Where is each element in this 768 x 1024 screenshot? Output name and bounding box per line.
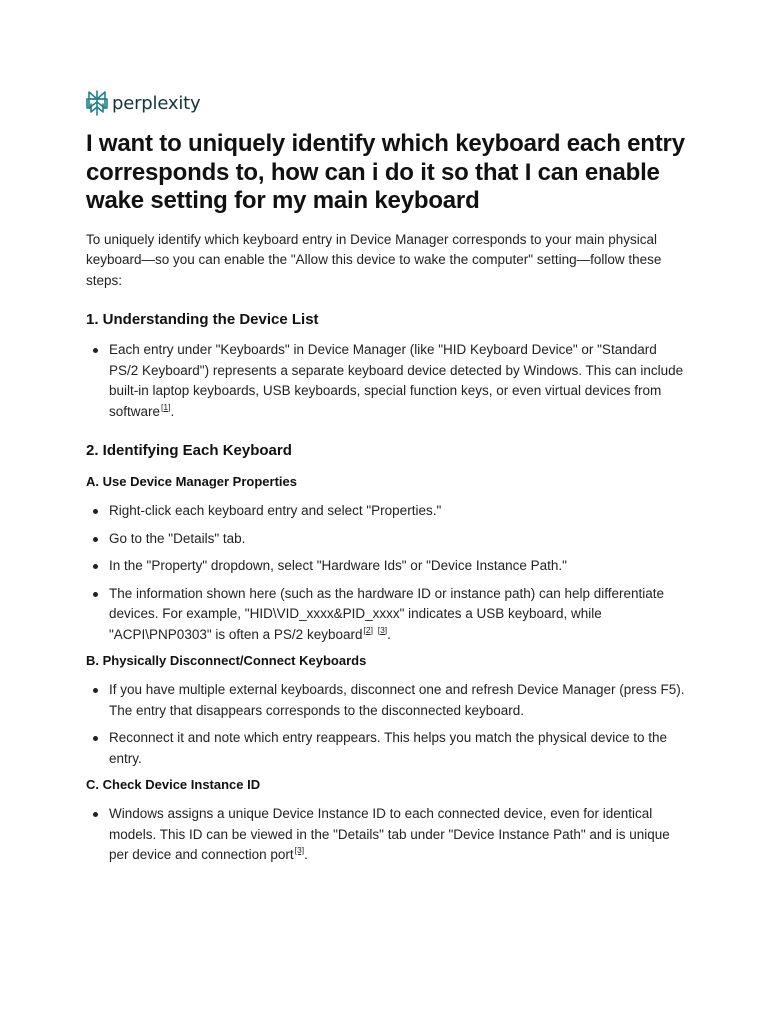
section1-list: [86, 340, 686, 422]
bullet-icon: [93, 688, 98, 693]
bullet-icon: [93, 812, 98, 817]
perplexity-logo-icon: [86, 90, 108, 116]
subsection-c-list: [86, 804, 686, 866]
list-item-end: .: [170, 403, 175, 419]
list-item-text: If you have multiple external keyboards, disconnect one and refresh Device Manager (press F5). The entry that disappears corresponds to the disconnected keyboard.: [109, 682, 685, 718]
list-item-text: Go to the "Details" tab.: [109, 530, 246, 546]
list-item-text: Reconnect it and note which entry reappears. This helps you match the physical device to the entry.: [109, 730, 668, 766]
page-title: I want to uniquely identify which keyboard each entry corresponds to, how can i do it so that I can enable wake setting for my main keyboard: [86, 130, 685, 214]
list-item-end: .: [304, 847, 308, 862]
citation-link[interactable]: [1]: [161, 401, 171, 412]
bullet-icon: [93, 537, 98, 542]
list-item: [86, 501, 686, 522]
list-item: [86, 556, 686, 577]
list-item-end: .: [387, 626, 391, 642]
section-heading-identifying: 2. Identifying Each Keyboard: [86, 442, 292, 459]
list-item-text: The information shown here (such as the hardware ID or instance path) can help differentiate devices. For example, "HID\VID_xxxx&PID_xxxx" indicates a USB keyboard, while "ACPI\PNP0303" is often a PS/2 keyboard: [109, 585, 665, 642]
list-item: [86, 529, 686, 550]
list-item-text: Windows assigns a unique Device Instance ID to each connected device, even for identical models. This ID can be viewed in the "Details" tab under "Device Instance Path" and is unique per device and connection port: [109, 806, 670, 862]
bullet-icon: [93, 592, 98, 597]
list-item: [86, 680, 686, 721]
list-item: [86, 584, 686, 646]
subsection-a-list: [86, 501, 686, 645]
citation-link[interactable]: [2]: [363, 624, 373, 635]
list-item: [86, 804, 686, 866]
citation-link[interactable]: [3]: [294, 845, 305, 855]
bullet-icon: [93, 348, 98, 353]
section-heading-understanding: 1. Understanding the Device List: [86, 311, 319, 328]
intro-paragraph: To uniquely identify which keyboard entry in Device Manager corresponds to your main physical keyboard—so you can enable the "Allow this device to wake the computer" setting—follow these steps:: [86, 231, 662, 288]
brand-name: perplexity: [112, 92, 201, 114]
citation-link[interactable]: [3]: [377, 624, 388, 635]
list-item: [86, 728, 686, 769]
list-item: [86, 340, 686, 422]
brand-header: [86, 88, 686, 118]
bullet-icon: [93, 564, 98, 569]
subsection-heading-c: C. Check Device Instance ID: [86, 777, 261, 792]
subsection-heading-b: B. Physically Disconnect/Connect Keyboards: [86, 653, 367, 668]
list-item-text: In the "Property" dropdown, select "Hardware Ids" or "Device Instance Path.": [109, 558, 567, 573]
document-page: [86, 88, 686, 873]
subsection-heading-a: A. Use Device Manager Properties: [86, 474, 297, 489]
bullet-icon: [93, 509, 98, 514]
subsection-b-list: [86, 680, 686, 769]
bullet-icon: [93, 736, 98, 741]
list-item-text: Each entry under "Keyboards" in Device Manager (like "HID Keyboard Device" or "Standard PS/2 Keyboard") represents a separate keyboard device detected by Windows. This can include built-in laptop keyboards, USB keyboards, special function keys, or even virtual devices from software: [109, 342, 684, 419]
list-item-text: Right-click each keyboard entry and select "Properties.": [109, 503, 442, 518]
